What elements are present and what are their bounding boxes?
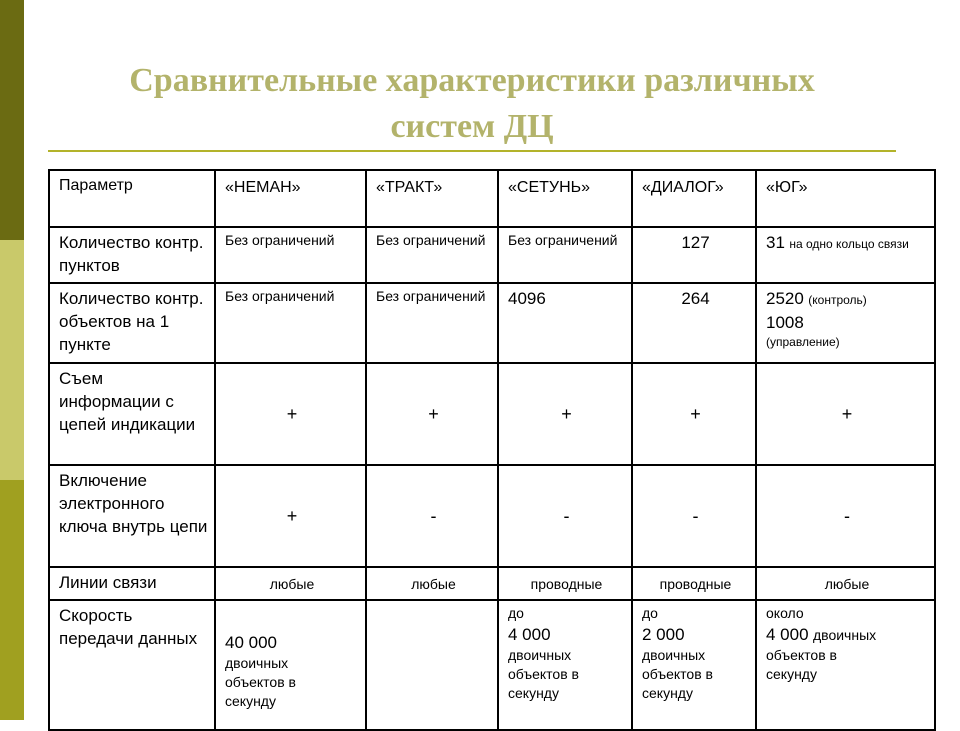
cell-yug: +	[756, 363, 935, 465]
table-row	[49, 600, 935, 730]
cell-yug	[756, 283, 935, 363]
table-row	[49, 363, 935, 465]
yug-value: 31	[766, 233, 785, 252]
yug-rate-unit-rest: объектов в секунду	[766, 647, 837, 682]
comparison-table	[48, 169, 936, 731]
setun-rate-value: 4 000	[508, 625, 551, 644]
slide-title	[48, 58, 896, 150]
sidebar-stripe-light	[0, 240, 24, 480]
cell-setun: -	[498, 465, 632, 567]
yug-rate-value: 4 000	[766, 625, 809, 644]
neman-rate-unit: двоичных объектов в секунду	[225, 655, 296, 709]
yug-rate-unit-inline: двоичных	[813, 627, 877, 643]
cell-setun: Без ограничений	[498, 227, 632, 283]
cell-trakt: Без ограничений	[366, 227, 498, 283]
cell-dialog: проводные	[632, 567, 756, 600]
header-dialog: «ДИАЛОГ»	[632, 170, 756, 227]
cell-setun	[498, 600, 632, 730]
header-parameter: Параметр	[49, 170, 215, 227]
table-row	[49, 283, 935, 363]
row-param: Включение электронного ключа внутрь цепи	[49, 465, 215, 567]
cell-setun: +	[498, 363, 632, 465]
yug-note-management: (управление)	[766, 335, 840, 349]
cell-neman: +	[215, 465, 366, 567]
dialog-rate-value: 2 000	[642, 625, 685, 644]
cell-dialog: 127	[632, 227, 756, 283]
cell-yug	[756, 227, 935, 283]
cell-trakt: любые	[366, 567, 498, 600]
cell-neman: любые	[215, 567, 366, 600]
row-param: Линии связи	[49, 567, 215, 600]
table-header-row	[49, 170, 935, 227]
header-setun: «СЕТУНЬ»	[498, 170, 632, 227]
cell-trakt: -	[366, 465, 498, 567]
cell-neman: Без ограничений	[215, 283, 366, 363]
dialog-rate-prefix: до	[642, 605, 658, 621]
sidebar-stripe-dark	[0, 0, 24, 240]
title-divider	[48, 150, 896, 152]
header-yug: «ЮГ»	[756, 170, 935, 227]
cell-trakt: Без ограничений	[366, 283, 498, 363]
slide-title-line1: Сравнительные характеристики различных	[129, 62, 815, 99]
yug-value-management: 1008	[766, 313, 804, 332]
cell-trakt: +	[366, 363, 498, 465]
slide-title-line2: систем ДЦ	[390, 108, 554, 145]
table-row	[49, 465, 935, 567]
table-row	[49, 227, 935, 283]
table-row	[49, 567, 935, 600]
cell-neman: Без ограничений	[215, 227, 366, 283]
setun-rate-unit: двоичных объектов в секунду	[508, 647, 579, 701]
dialog-rate-unit: двоичных объектов в секунду	[642, 647, 713, 701]
cell-neman	[215, 600, 366, 730]
cell-yug: -	[756, 465, 935, 567]
cell-setun: 4096	[498, 283, 632, 363]
cell-neman: +	[215, 363, 366, 465]
cell-dialog: +	[632, 363, 756, 465]
cell-dialog: -	[632, 465, 756, 567]
yug-rate-prefix: около	[766, 605, 804, 621]
setun-rate-prefix: до	[508, 605, 524, 621]
row-param: Количество контр. объектов на 1 пункте	[49, 283, 215, 363]
row-param: Количество контр. пунктов	[49, 227, 215, 283]
header-neman: «НЕМАН»	[215, 170, 366, 227]
neman-rate-value: 40 000	[225, 633, 277, 652]
cell-yug	[756, 600, 935, 730]
row-param: Скорость передачи данных	[49, 600, 215, 730]
yug-note: на одно кольцо связи	[789, 237, 909, 251]
sidebar-stripe-olive	[0, 480, 24, 720]
row-param: Съем информации с цепей индикации	[49, 363, 215, 465]
cell-dialog: 264	[632, 283, 756, 363]
cell-setun: проводные	[498, 567, 632, 600]
cell-dialog	[632, 600, 756, 730]
cell-yug: любые	[756, 567, 935, 600]
header-trakt: «ТРАКТ»	[366, 170, 498, 227]
cell-trakt	[366, 600, 498, 730]
yug-note-control: (контроль)	[808, 293, 867, 307]
yug-value-control: 2520	[766, 289, 804, 308]
